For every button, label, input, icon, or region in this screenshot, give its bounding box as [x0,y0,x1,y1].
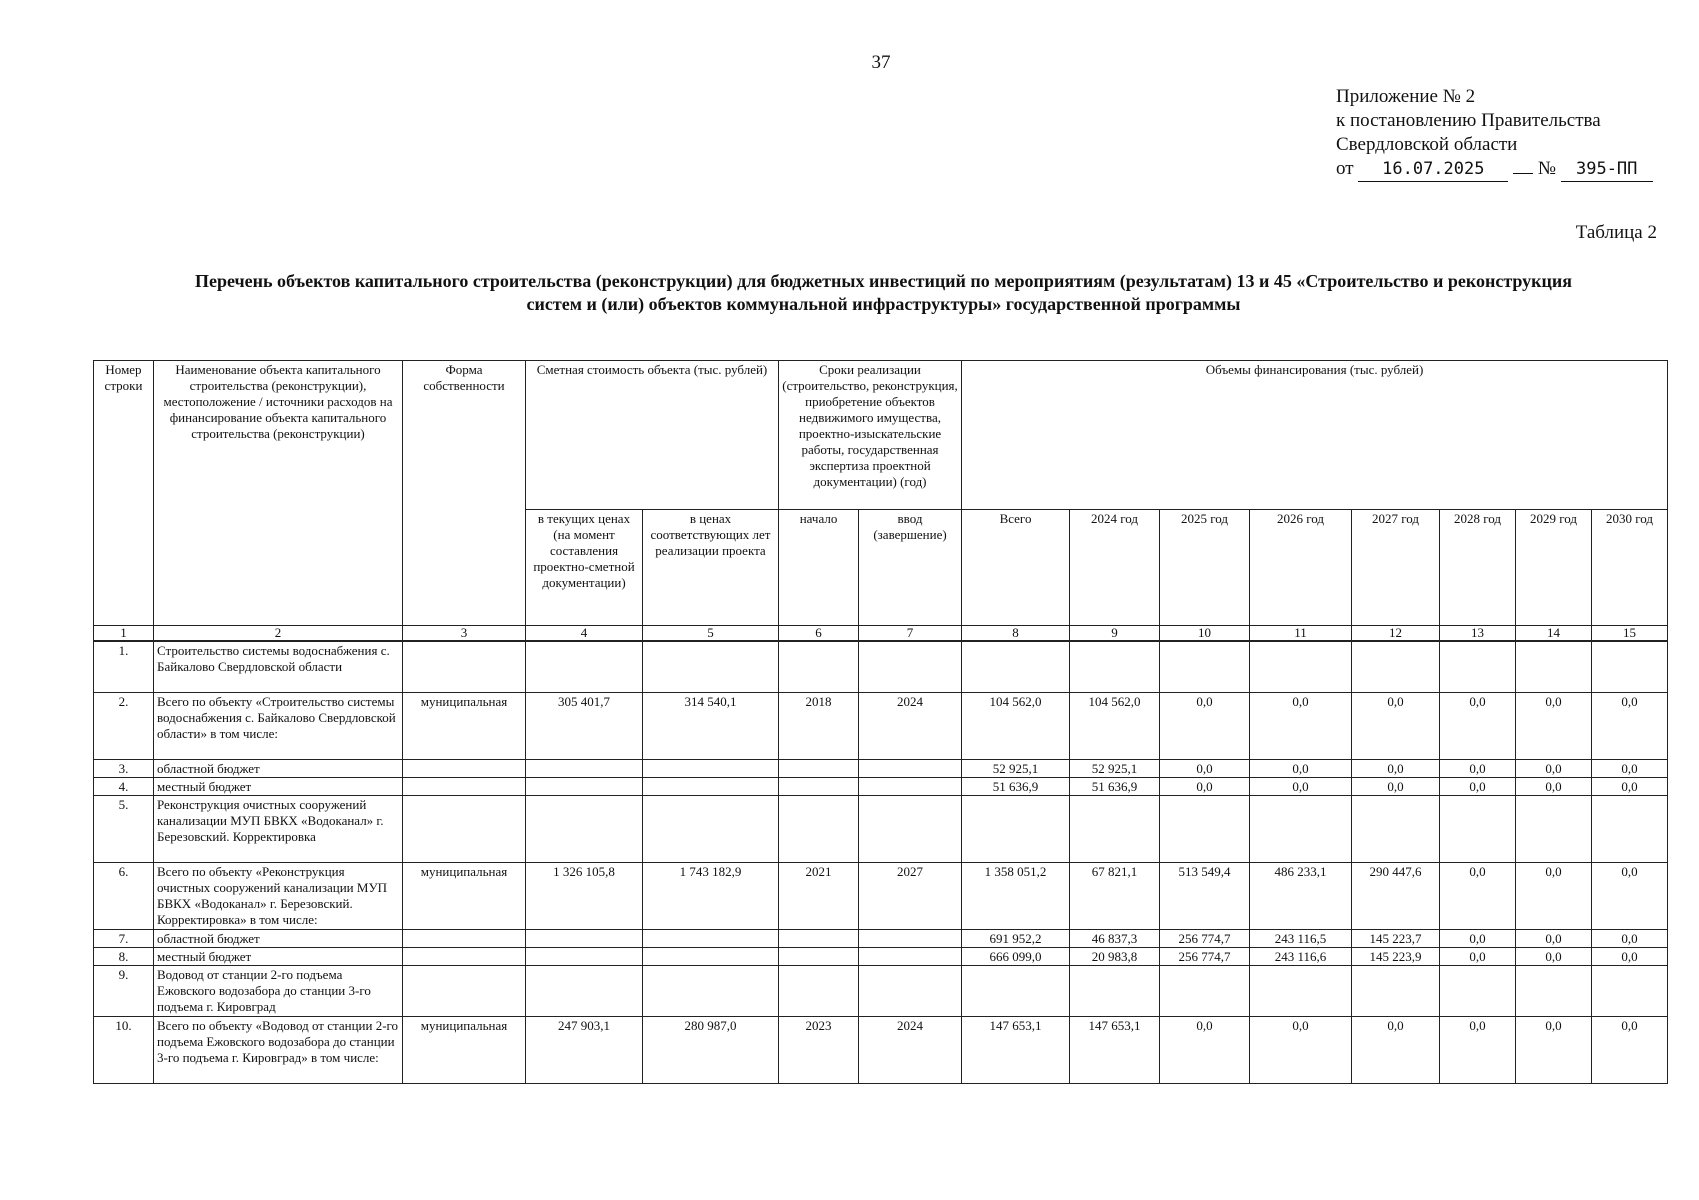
cell-c9: 67 821,1 [1070,863,1160,930]
cell-c6 [779,966,859,1017]
cell-c15: 0,0 [1592,948,1668,966]
header-2029: 2029 год [1516,510,1592,626]
cell-c15 [1592,796,1668,863]
cell-c8 [962,796,1070,863]
col-number: 12 [1352,626,1440,642]
cell-own: муниципальная [403,1017,526,1084]
cell-c4: 1 326 105,8 [526,863,643,930]
cell-c9: 46 837,3 [1070,930,1160,948]
table-row [94,948,1668,966]
table-row [94,966,1668,1017]
cell-c4: 247 903,1 [526,1017,643,1084]
cell-c10 [1160,641,1250,693]
cell-c5 [643,778,779,796]
cell-c13: 0,0 [1440,1017,1516,1084]
cell-no: 1. [94,641,154,693]
cell-c4 [526,641,643,693]
cell-c11: 243 116,5 [1250,930,1352,948]
cell-c13: 0,0 [1440,863,1516,930]
header-total: Всего [962,510,1070,626]
cell-own [403,948,526,966]
cell-c11: 0,0 [1250,760,1352,778]
cell-no: 7. [94,930,154,948]
cell-own [403,778,526,796]
cell-c6 [779,796,859,863]
cell-c11 [1250,796,1352,863]
cell-c12: 290 447,6 [1352,863,1440,930]
cell-c7 [859,930,962,948]
cell-c8 [962,641,1070,693]
cell-c8 [962,966,1070,1017]
col-number: 8 [962,626,1070,642]
cell-c7 [859,966,962,1017]
cell-c13: 0,0 [1440,948,1516,966]
table-row [94,863,1668,930]
cell-name: Строительство системы водоснабжения с. Байкалово Свердловской области [154,641,403,693]
col-number: 10 [1160,626,1250,642]
appendix-date-line [1336,157,1653,182]
cell-c13: 0,0 [1440,693,1516,760]
cell-c5: 314 540,1 [643,693,779,760]
col-number: 3 [403,626,526,642]
cell-c14: 0,0 [1516,863,1592,930]
cell-own: муниципальная [403,863,526,930]
header-2025: 2025 год [1160,510,1250,626]
cell-name: местный бюджет [154,948,403,966]
cell-c14 [1516,966,1592,1017]
cell-c11: 0,0 [1250,693,1352,760]
header-2026: 2026 год [1250,510,1352,626]
cell-no: 2. [94,693,154,760]
header-cost: Сметная стоимость объекта (тыс. рублей) [526,361,779,510]
col-number: 1 [94,626,154,642]
cell-c7 [859,760,962,778]
col-number: 2 [154,626,403,642]
cell-own [403,760,526,778]
cell-no: 8. [94,948,154,966]
cell-c5: 280 987,0 [643,1017,779,1084]
cell-c14 [1516,796,1592,863]
table-row [94,778,1668,796]
cell-c14: 0,0 [1516,948,1592,966]
header-ownership: Форма собственности [403,361,526,626]
cell-name: Реконструкция очистных сооружений канализации МУП БВКХ «Водоканал» г. Березовский. Корректировка [154,796,403,863]
cell-c8: 104 562,0 [962,693,1070,760]
cell-c11 [1250,641,1352,693]
cell-own: муниципальная [403,693,526,760]
cell-c7 [859,778,962,796]
header-2027: 2027 год [1352,510,1440,626]
date-prefix: от [1336,158,1354,179]
cell-c9 [1070,796,1160,863]
cell-c15: 0,0 [1592,930,1668,948]
cell-c12: 0,0 [1352,760,1440,778]
cell-c10: 256 774,7 [1160,948,1250,966]
header-2028: 2028 год [1440,510,1516,626]
table-row [94,760,1668,778]
cell-c5 [643,948,779,966]
cell-c4 [526,930,643,948]
appendix-line3: Свердловской области [1336,134,1518,155]
cell-c5 [643,966,779,1017]
cell-c5 [643,760,779,778]
cell-c15: 0,0 [1592,693,1668,760]
cell-c12 [1352,641,1440,693]
decree-date: 16.07.2025 [1358,157,1508,182]
cell-c11: 0,0 [1250,1017,1352,1084]
header-cost-current: в текущих ценах (на момент составления проектно-сметной документации) [526,510,643,626]
cell-no: 10. [94,1017,154,1084]
cell-c4 [526,760,643,778]
cell-c6 [779,930,859,948]
cell-c5 [643,796,779,863]
col-number: 13 [1440,626,1516,642]
header-start: начало [779,510,859,626]
cell-c13 [1440,796,1516,863]
document-title [96,270,1671,316]
cell-no: 5. [94,796,154,863]
cell-c7: 2024 [859,693,962,760]
appendix-block [1336,85,1653,182]
cell-no: 6. [94,863,154,930]
header-2030: 2030 год [1592,510,1668,626]
header-funding: Объемы финансирования (тыс. рублей) [962,361,1668,510]
cell-c8: 666 099,0 [962,948,1070,966]
cell-own [403,641,526,693]
header-end: ввод (завершение) [859,510,962,626]
appendix-line2: к постановлению Правительства [1336,110,1601,131]
cell-c8: 52 925,1 [962,760,1070,778]
cell-c14: 0,0 [1516,760,1592,778]
table-row [94,796,1668,863]
cell-c12: 145 223,7 [1352,930,1440,948]
cell-c14: 0,0 [1516,778,1592,796]
table-row [94,693,1668,760]
table-row [94,930,1668,948]
cell-c4 [526,948,643,966]
cell-c15 [1592,641,1668,693]
title-line1: Перечень объектов капитального строительства (реконструкции) для бюджетных инвестиций по мероприятиям (результатам) 13 и 45 «Строительство и реконструкция [194,271,1573,291]
cell-c14 [1516,641,1592,693]
cell-c7 [859,796,962,863]
cell-c8: 691 952,2 [962,930,1070,948]
cell-c9: 20 983,8 [1070,948,1160,966]
cell-c13 [1440,966,1516,1017]
cell-no: 3. [94,760,154,778]
number-prefix: № [1537,158,1556,179]
cell-c15: 0,0 [1592,760,1668,778]
header-row-1 [94,361,1668,510]
cell-name: Водовод от станции 2-го подъема Ежовского водозабора до станции 3-го подъема г. Кировград [154,966,403,1017]
table-row [94,641,1668,693]
cell-c8: 51 636,9 [962,778,1070,796]
col-number: 9 [1070,626,1160,642]
cell-c10: 0,0 [1160,1017,1250,1084]
cell-c7 [859,948,962,966]
cell-c9: 104 562,0 [1070,693,1160,760]
cell-c10: 0,0 [1160,778,1250,796]
col-number: 7 [859,626,962,642]
title-line2: систем и (или) объектов коммунальной инфраструктуры» государственной программы [526,294,1241,314]
cell-c11: 486 233,1 [1250,863,1352,930]
cell-c15 [1592,966,1668,1017]
cell-c10: 256 774,7 [1160,930,1250,948]
cell-c12: 0,0 [1352,1017,1440,1084]
cell-c4 [526,778,643,796]
column-numbers-row [94,626,1668,642]
cell-c5: 1 743 182,9 [643,863,779,930]
cell-c12 [1352,796,1440,863]
cell-name: областной бюджет [154,930,403,948]
cell-c11: 0,0 [1250,778,1352,796]
cell-c13: 0,0 [1440,778,1516,796]
cell-own [403,796,526,863]
header-2024: 2024 год [1070,510,1160,626]
cell-c10 [1160,796,1250,863]
cell-c13: 0,0 [1440,760,1516,778]
cell-c12: 0,0 [1352,778,1440,796]
cell-c5 [643,930,779,948]
cell-no: 4. [94,778,154,796]
cell-name: областной бюджет [154,760,403,778]
cell-c7 [859,641,962,693]
cell-c13 [1440,641,1516,693]
cell-name: местный бюджет [154,778,403,796]
cell-c14: 0,0 [1516,1017,1592,1084]
cell-c11 [1250,966,1352,1017]
cell-c12: 0,0 [1352,693,1440,760]
cell-c8: 147 653,1 [962,1017,1070,1084]
cell-c14: 0,0 [1516,930,1592,948]
col-number: 6 [779,626,859,642]
appendix-line1: Приложение № 2 [1336,86,1476,107]
cell-c11: 243 116,6 [1250,948,1352,966]
cell-c9: 147 653,1 [1070,1017,1160,1084]
cell-c6 [779,778,859,796]
cell-c9: 51 636,9 [1070,778,1160,796]
cell-c4 [526,796,643,863]
col-number: 4 [526,626,643,642]
cell-c9 [1070,641,1160,693]
cell-c8: 1 358 051,2 [962,863,1070,930]
col-number: 15 [1592,626,1668,642]
cell-c15: 0,0 [1592,863,1668,930]
header-cost-years: в ценах соответствующих лет реализации проекта [643,510,779,626]
cell-own [403,966,526,1017]
cell-c7: 2024 [859,1017,962,1084]
cell-c10 [1160,966,1250,1017]
cell-name: Всего по объекту «Водовод от станции 2-го подъема Ежовского водозабора до станции 3-го подъема г. Кировград» в том числе: [154,1017,403,1084]
cell-no: 9. [94,966,154,1017]
cell-c6 [779,641,859,693]
cell-c9: 52 925,1 [1070,760,1160,778]
cell-c5 [643,641,779,693]
cell-c15: 0,0 [1592,1017,1668,1084]
header-row-no: Номер строки [94,361,154,626]
cell-c6 [779,948,859,966]
col-number: 5 [643,626,779,642]
cell-c6: 2018 [779,693,859,760]
objects-table [93,360,1668,1084]
page-number: 37 [871,52,891,73]
cell-c4 [526,966,643,1017]
header-terms: Сроки реализации (строительство, реконструкция, приобретение объектов недвижимого имущества, проектно-изыскательские работы, государственная экспертиза проектной документации) (год) [779,361,962,510]
decree-number: 395-ПП [1561,157,1653,182]
table-label: Таблица 2 [1575,222,1657,243]
cell-name: Всего по объекту «Строительство системы водоснабжения с. Байкалово Свердловской области» в том числе: [154,693,403,760]
cell-c6: 2021 [779,863,859,930]
cell-c9 [1070,966,1160,1017]
cell-c6 [779,760,859,778]
cell-c15: 0,0 [1592,778,1668,796]
col-number: 11 [1250,626,1352,642]
cell-c10: 0,0 [1160,693,1250,760]
cell-c4: 305 401,7 [526,693,643,760]
table-row [94,1017,1668,1084]
cell-c12 [1352,966,1440,1017]
cell-name: Всего по объекту «Реконструкция очистных сооружений канализации МУП БВКХ «Водоканал» г. Березовский. Корректировка» в том числе: [154,863,403,930]
cell-c6: 2023 [779,1017,859,1084]
cell-c14: 0,0 [1516,693,1592,760]
cell-own [403,930,526,948]
col-number: 14 [1516,626,1592,642]
cell-c13: 0,0 [1440,930,1516,948]
header-name: Наименование объекта капитального строительства (реконструкции), местоположение / источники расходов на финансирование объекта капитального строительства (реконструкции) [154,361,403,626]
cell-c12: 145 223,9 [1352,948,1440,966]
cell-c7: 2027 [859,863,962,930]
cell-c10: 513 549,4 [1160,863,1250,930]
cell-c10: 0,0 [1160,760,1250,778]
